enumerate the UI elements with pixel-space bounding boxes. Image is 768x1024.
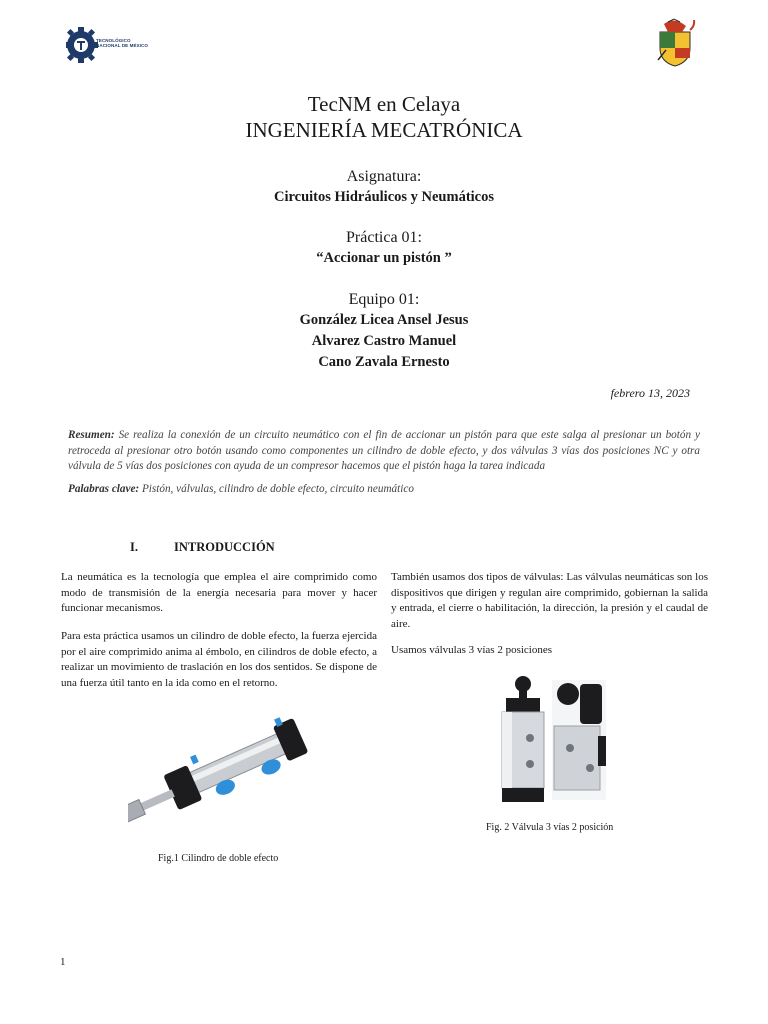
- abstract-label: Resumen:: [68, 429, 115, 441]
- celaya-crest-icon: [654, 18, 696, 68]
- subject-name: Circuitos Hidráulicos y Neumáticos: [273, 189, 495, 205]
- figure-2-caption: Fig. 2 Válvula 3 vías 2 posición: [486, 822, 614, 833]
- keywords: [68, 483, 414, 495]
- double-acting-cylinder-image: [128, 716, 314, 834]
- abstract-text: Se realiza la conexión de un circuito neumático con el fin de accionar un pistón para que este salga al presionar un botón y retroceda al presionar otro botón usando como componentes un cilindro de doble efecto, y dos válvulas 3 vías dos posiciones NC y otra válvula de 5 vías dos posiciones con ayuda de un compresor hacemos que el pistón haga la tarea indicada: [68, 429, 700, 472]
- team-member: Alvarez Castro Manuel: [311, 333, 457, 349]
- three-way-valve-image: [494, 676, 610, 804]
- subject-label: Asignatura:: [346, 168, 422, 185]
- keywords-label: Palabras clave:: [68, 483, 140, 495]
- institution-title: TecNM en Celaya: [307, 92, 461, 116]
- practice-label: Práctica 01:: [346, 229, 422, 246]
- practice-title: “Accionar un pistón ”: [316, 250, 452, 266]
- intro-paragraph: La neumática es la tecnología que emplea el aire comprimido como modo de transmisión de la energía necesaria para mover y hacer funcionar mecanismos.: [61, 571, 377, 614]
- figure-1-caption: Fig.1 Cilindro de doble efecto: [158, 853, 279, 864]
- intro-paragraph: Para esta práctica usamos un cilindro de doble efecto, la fuerza ejercida por el aire comprimido anima al émbolo, en cilindros de doble efecto, a realizar un movimiento de traslación en los dos sentidos. Se dispone de una fuerza útil tanto en la ida como en el retorno.: [61, 630, 377, 689]
- valves-type-text: Usamos válvulas 3 vías 2 posiciones: [391, 644, 553, 656]
- abstract: [68, 428, 700, 475]
- section-heading: [130, 540, 275, 555]
- document-date: febrero 13, 2023: [610, 386, 690, 400]
- page-number: 1: [60, 956, 66, 968]
- team-member: González Licea Ansel Jesus: [299, 312, 469, 328]
- career-title: INGENIERÍA MECATRÓNICA: [245, 118, 523, 142]
- team-member: Cano Zavala Ernesto: [318, 354, 450, 370]
- tecnm-logo-text: TECNOLÓGICO NACIONAL DE MÉXICO: [96, 38, 148, 48]
- gear-emblem-icon: [66, 27, 98, 63]
- valves-paragraph: También usamos dos tipos de válvulas: Las válvulas neumáticas son los dispositivos que dirigen y regulan aire comprimido, gobiernan la salida y entrada, el cierre o habilitación, la dirección, la presión y el caudal de aire.: [391, 571, 708, 630]
- section-title: INTRODUCCIÓN: [174, 540, 275, 554]
- section-number: I.: [130, 540, 138, 554]
- team-label: Equipo 01:: [348, 291, 420, 308]
- keywords-text: Pistón, válvulas, cilindro de doble efecto, circuito neumático: [139, 483, 414, 495]
